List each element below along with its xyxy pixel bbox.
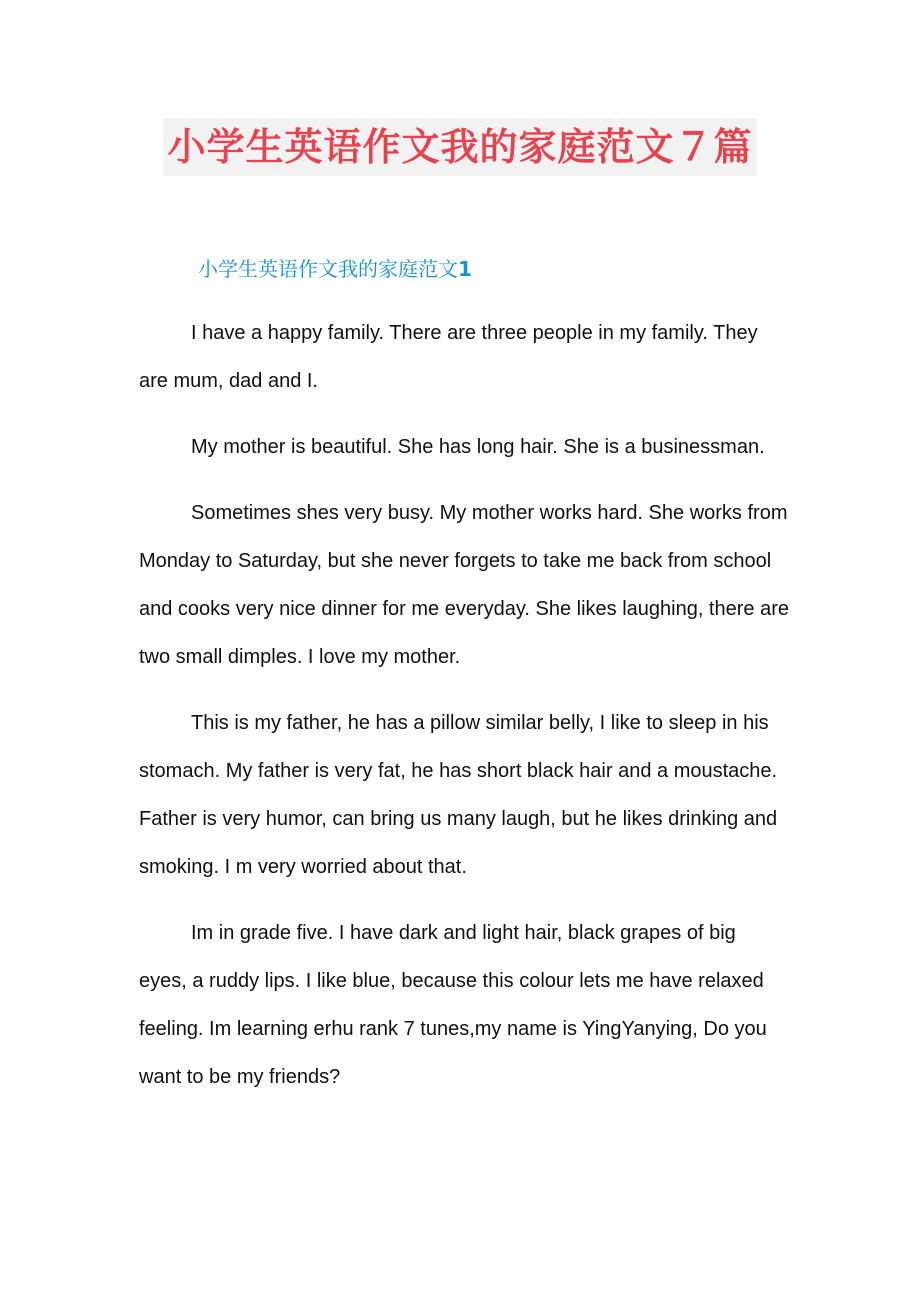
paragraph-4: This is my father, he has a pillow similar belly, I like to sleep in his stomach. My father is very fat, he has short black hair and a moustache. Father is very humor, can bring us many laugh, but he likes drinking and smoking. I m very worried about that. (139, 712, 778, 878)
paragraph-3: Sometimes shes very busy. My mother works hard. She works from Monday to Saturday, but she never forgets to take me back from school and cooks very nice dinner for me everyday. She likes laughing, there are two small dimples. I love my mother. (139, 502, 789, 668)
section-heading-text: 小学生英语作文我的家庭范文 (198, 257, 458, 281)
document-title (0, 118, 920, 176)
paragraph-5: Im in grade five. I have dark and light hair, black grapes of big eyes, a ruddy lips. I like blue, because this colour lets me have relaxed feeling. Im learning erhu rank 7 tunes,my name is YingYanying, Do you want to be my friends? (139, 922, 767, 1088)
document-title-text: 小学生英语作文我的家庭范文７篇 (163, 118, 756, 176)
section-heading (198, 254, 472, 284)
paragraph-2: My mother is beautiful. She has long hair. She is a businessman. (191, 436, 765, 458)
essay-body (139, 309, 789, 1119)
paragraph-1: I have a happy family. There are three people in my family. They are mum, dad and I. (139, 322, 758, 392)
section-heading-number: 1 (458, 257, 472, 281)
